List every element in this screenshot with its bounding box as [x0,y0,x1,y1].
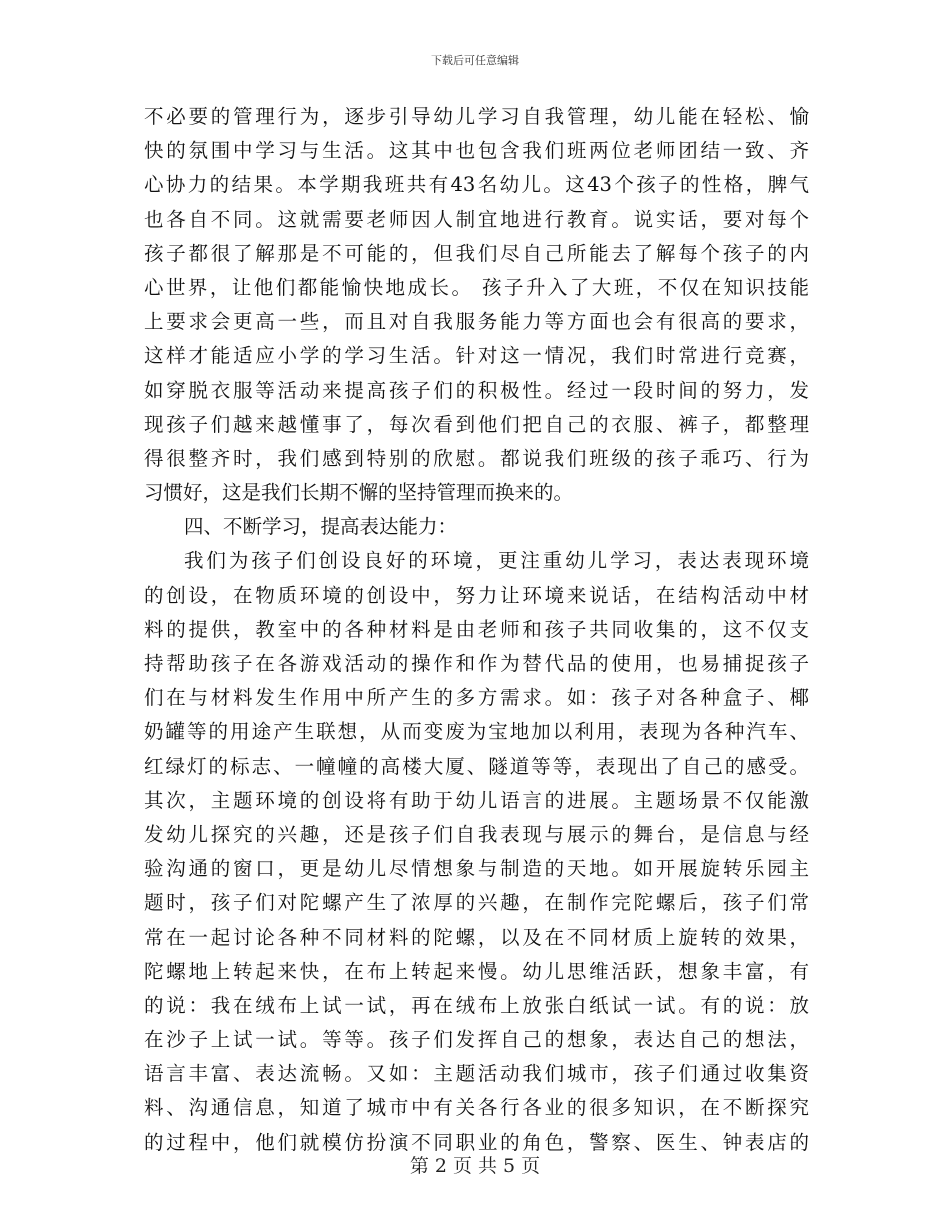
body-line: 快的氛围中学习与生活。这其中也包含我们班两位老师团结一致、齐 [144,139,809,163]
footer-label-unit: 页 [452,1155,472,1177]
body-line: 的说：我在绒布上试一试，再在绒布上放张白纸试一试。有的说：放 [144,993,809,1017]
body-line: 孩子都很了解那是不可能的，但我们尽自己所能去了解每个孩子的内 [144,241,809,265]
body-line: 料、沟通信息，知道了城市中有关各行各业的很多知识，在不断探究 [144,1096,809,1120]
document-body [144,100,809,1160]
body-line: 的过程中，他们就模仿扮演不同职业的角色，警察、医生、钟表店的 [144,1130,809,1154]
body-line: 题时，孩子们对陀螺产生了浓厚的兴趣，在制作完陀螺后，孩子们常 [144,891,809,915]
body-line: 奶罐等的用途产生联想，从而变废为宝地加以利用，表现为各种汽车、 [144,720,809,744]
body-line: 们在与材料发生作用中所产生的多方需求。如：孩子对各种盒子、椰 [144,686,809,710]
body-line: 现孩子们越来越懂事了，每次看到他们把自己的衣服、裤子，都整理 [144,412,809,436]
body-line: 如穿脱衣服等活动来提高孩子们的积极性。经过一段时间的努力，发 [144,378,809,402]
page-header-note: 下载后可任意编辑 [431,54,519,67]
body-line: 心世界，让他们都能愉快地成长。 孩子升入了大班，不仅在知识技能 [144,275,809,299]
body-line: 语言丰富、表达流畅。又如：主题活动我们城市，孩子们通过收集资 [144,1062,809,1086]
body-line: 的创设，在物质环境的创设中，努力让环境来说话，在结构活动中材 [144,583,809,607]
body-line: 验沟通的窗口，更是幼儿尽情想象与制造的天地。如开展旋转乐园主 [144,857,809,881]
body-line: 红绿灯的标志、一幢幢的高楼大厦、隧道等等，表现出了自己的感受。 [144,754,809,778]
body-line: 这样才能适应小学的学习生活。针对这一情况，我们时常进行竞赛， [144,344,809,368]
body-line: 心协力的结果。本学期我班共有43名幼儿。这43个孩子的性格，脾气 [144,173,809,197]
footer-total-pages: 5 [503,1155,516,1177]
body-line: 常在一起讨论各种不同材料的陀螺，以及在不同材质上旋转的效果， [144,925,809,949]
body-line: 我们为孩子们创设良好的环境，更注重幼儿学习，表达表现环境 [184,549,809,573]
page-number-footer [0,1155,950,1177]
body-line: 发幼儿探究的兴趣，还是孩子们自我表现与展示的舞台，是信息与经 [144,822,809,846]
footer-label-unit2: 页 [521,1155,541,1177]
footer-label-total: 共 [478,1155,498,1177]
body-line: 习惯好，这是我们长期不懈的坚持管理而换来的。 [144,481,574,505]
body-line: 不必要的管理行为，逐步引导幼儿学习自我管理，幼儿能在轻松、愉 [144,105,809,128]
body-line: 其次，主题环境的创设将有助于幼儿语言的进展。主题场景不仅能激 [144,788,809,812]
body-line: 得很整齐时，我们感到特别的欣慰。都说我们班级的孩子乖巧、行为 [144,446,809,470]
body-line: 陀螺地上转起来快，在布上转起来慢。幼儿思维活跃，想象丰富，有 [144,959,809,983]
footer-current-page: 2 [434,1155,447,1177]
body-line: 也各自不同。这就需要老师因人制宜地进行教育。说实话，要对每个 [144,207,809,231]
footer-label-page: 第 [409,1155,429,1177]
body-line: 上要求会更高一些，而且对自我服务能力等方面也会有很高的要求， [144,310,809,334]
body-line: 持帮助孩子在各游戏活动的操作和作为替代品的使用，也易捕捉孩子 [144,652,809,675]
body-line: 在沙子上试一试。等等。孩子们发挥自己的想象，表达自己的想法， [144,1028,809,1052]
section-heading: 四、不断学习，提高表达能力： [184,515,458,539]
body-line: 料的提供，教室中的各种材料是由老师和孩子共同收集的，这不仅支 [144,617,809,641]
